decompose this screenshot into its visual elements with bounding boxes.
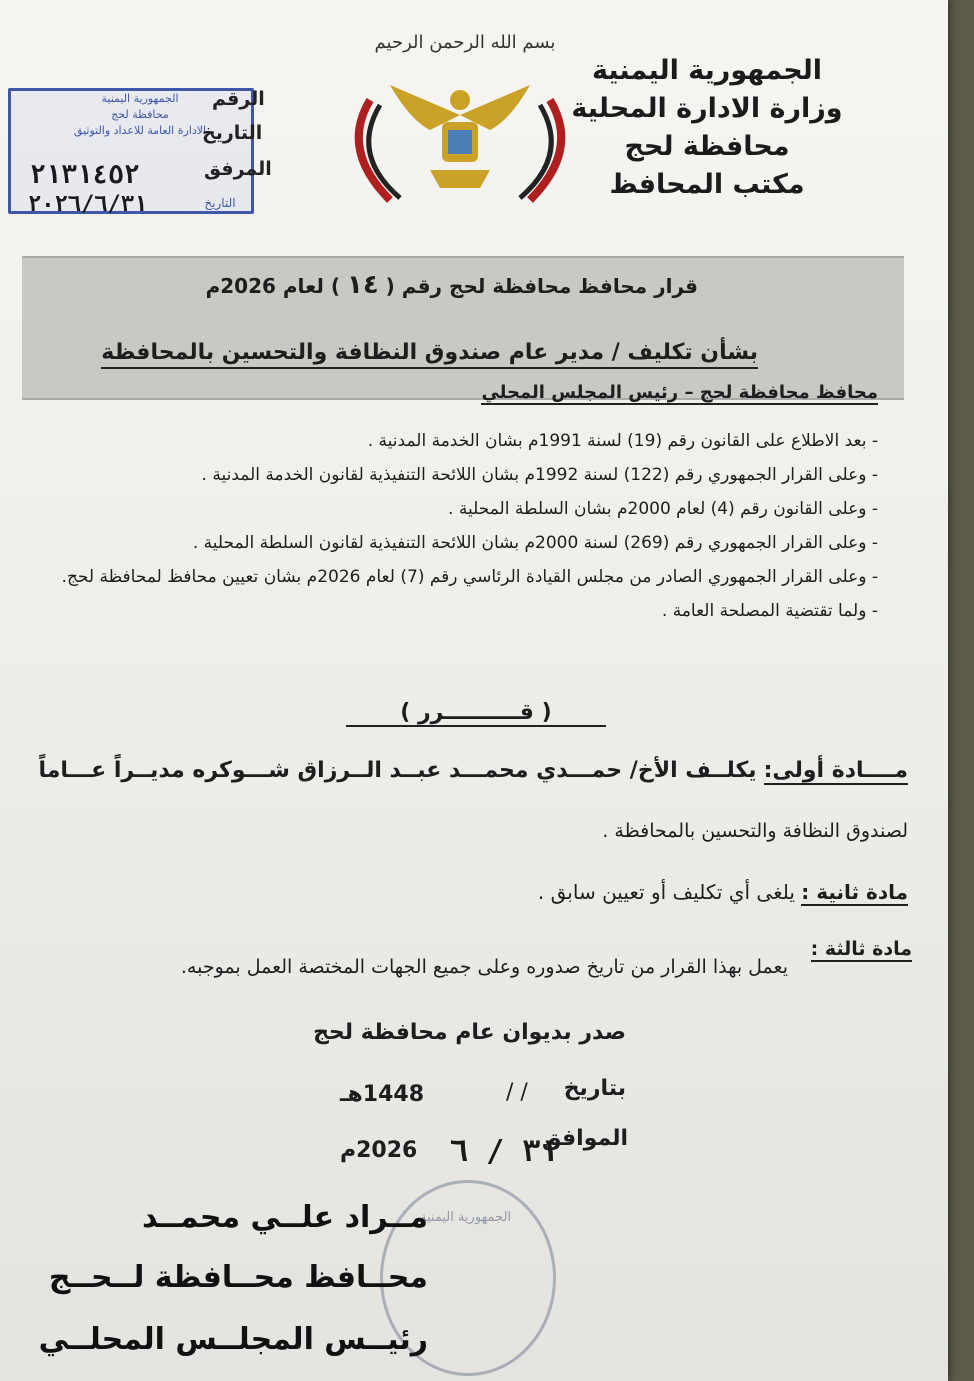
ministry-name: وزارة الادارة المحلية [571, 93, 843, 124]
date-label: التاريخ [202, 122, 263, 144]
article-two-tag: مادة ثانية : [801, 880, 908, 904]
date-separator: / / [506, 1080, 528, 1105]
article-three [811, 938, 912, 960]
decision-subject: بشأن تكليف / مدير عام صندوق النظافة والتحسين بالمحافظة [101, 340, 758, 369]
attachments-label: المرفق [204, 158, 272, 180]
handwritten-ref-date: ٢٠٢٦/٦/٣١ [28, 192, 148, 217]
title-suffix: ) لعام 2026م [205, 274, 340, 298]
preamble-item: - بعد الاطلاع على القانون رقم (19) لسنة 1991م بشان الخدمة المدنية . [367, 431, 878, 451]
decision-title [206, 270, 698, 300]
office-name: مكتب المحافظ [609, 169, 805, 200]
hijri-year: 1448هـ [340, 1082, 425, 1107]
eagle-emblem-icon [330, 60, 590, 210]
letterhead [562, 52, 852, 204]
signatory-name: مــراد علــي محمــد [141, 1200, 428, 1235]
decision-heading: ( قــــــــــرر ) [346, 700, 606, 727]
preamble-list [48, 424, 878, 628]
stamp-line: محافظة لحج [111, 108, 169, 121]
decision-number: ١٤ [346, 270, 379, 300]
preamble-item: - ولما تقتضية المصلحة العامة . [661, 601, 878, 621]
signatory-title-council: رئيــس المجلــس المحلــي [38, 1322, 428, 1357]
signatory-title: محــافظ محــافظة لــحــج [48, 1260, 428, 1295]
preamble-item: - وعلى القرار الجمهوري رقم (122) لسنة 1992م بشان اللائحة التنفيذية لقانون الخدمة المدنية . [201, 465, 878, 485]
basmala: بسم الله الرحمن الرحيم [374, 32, 556, 53]
handwritten-ref-number: ٢١٣١٤٥٢ [30, 160, 140, 190]
round-stamp-text: الجمهورية اليمنية [420, 1210, 512, 1225]
greg-year: 2026م [340, 1138, 418, 1163]
preamble-item: - وعلى القانون رقم (4) لعام 2000م بشان السلطة المحلية . [448, 499, 878, 519]
article-one [38, 758, 908, 783]
article-three-tag: مادة ثالثة : [810, 938, 912, 960]
issuer-line: محافظ محافظة لحج – رئيس المجلس المحلي [481, 382, 878, 403]
title-prefix: قرار محافظ محافظة لحج رقم ( [385, 274, 698, 298]
stamp-line: الادارة العامة للاعداد والتوثيق [73, 124, 207, 137]
number-label: الرقم [212, 88, 265, 110]
preamble-item: - وعلى القرار الجمهوري الصادر من مجلس القيادة الرئاسي رقم (7) لعام 2026م بشان تعيين محافظ لمحافظة لحج. [61, 567, 878, 587]
governorate-name: محافظة لحج [624, 131, 790, 162]
date-label-bottom: بتاريخ [563, 1076, 626, 1101]
issued-at: صدر بديوان عام محافظة لحج [313, 1020, 626, 1045]
corresponding-word: الموافق [541, 1126, 628, 1151]
article-two-text: يلغى أي تكليف أو تعيين سابق . [537, 880, 795, 904]
article-two [538, 880, 908, 904]
stamp-line: الجمهورية اليمنية [101, 92, 179, 105]
article-three-text: يعمل بهذا القرار من تاريخ صدوره وعلى جميع الجهات المختصة العمل بموجبه. [180, 956, 788, 978]
country-name: الجمهورية اليمنية [591, 55, 823, 86]
article-one-continuation: لصندوق النظافة والتحسين بالمحافظة . [602, 820, 908, 842]
stamp-date-label: التاريخ [204, 196, 236, 210]
article-one-tag: مــــادة أولى: [763, 758, 908, 783]
article-one-text: يكلــف الأخ/ حمـــدي محمـــد عبــد الــرزاق شـــوكره مديــراً عـــاماً [38, 758, 757, 783]
preamble-item: - وعلى القرار الجمهوري رقم (269) لسنة 2000م بشان اللائحة التنفيذية لقانون السلطة المحلية . [192, 533, 878, 553]
handwritten-greg-date: ٣١ / ٦ [450, 1134, 559, 1169]
